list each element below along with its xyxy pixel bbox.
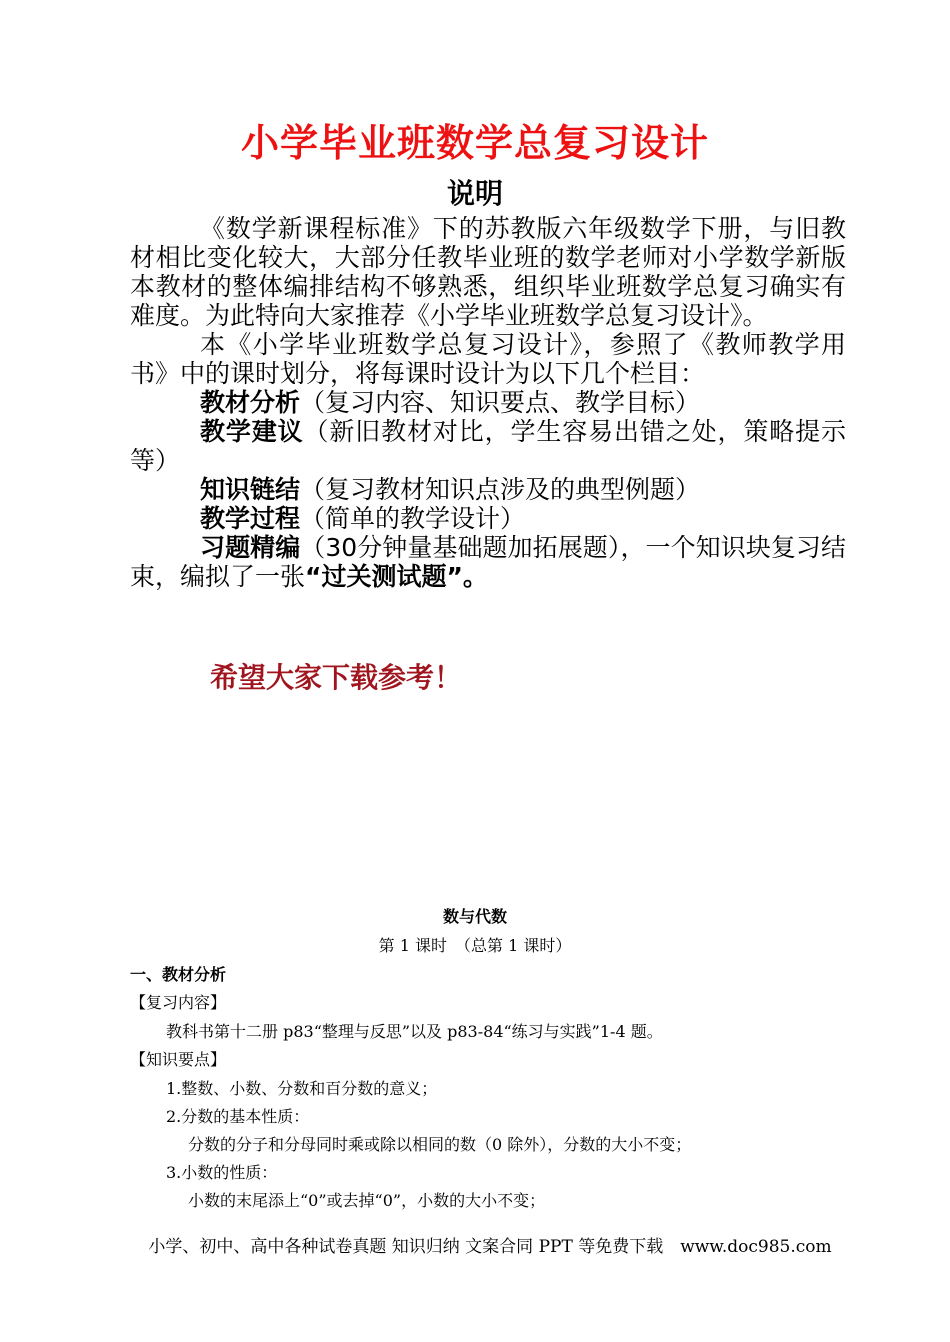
item-teaching-suggestions xyxy=(130,417,846,475)
item-knowledge-links xyxy=(130,475,846,504)
page-title: 小学毕业班数学总复习设计 xyxy=(240,121,709,165)
point-item: 1.整数、小数、分数和百分数的意义； xyxy=(166,1079,438,1098)
lesson-number: 第 1 课时 （总第 1 课时） xyxy=(378,936,572,955)
item-label: 教材分析 xyxy=(200,388,301,417)
page-footer: 小学、初中、高中各种试卷真题 知识归纳 文案合同 PPT 等免费下载 www.doc985.com xyxy=(148,1237,832,1257)
download-hope-text: 希望大家下载参考！ xyxy=(210,661,463,694)
test-label: “过关测试题”。 xyxy=(305,562,488,591)
item-desc: （复习内容、知识要点、教学目标） xyxy=(300,388,701,417)
item-desc: （复习教材知识点涉及的典型例题） xyxy=(300,475,701,504)
point-item: 小数的末尾添上“0”或去掉“0”，小数的大小不变； xyxy=(188,1191,546,1210)
section-title: 数与代数 xyxy=(442,907,507,926)
item-label: 习题精编 xyxy=(200,533,301,562)
item-exercises xyxy=(130,533,846,591)
page-subtitle: 说明 xyxy=(446,177,503,210)
item-textbook-analysis xyxy=(130,388,846,417)
item-desc: （新旧教材对比，学生容易出错之处，策略提示等） xyxy=(130,417,846,475)
point-item: 3.小数的性质： xyxy=(166,1163,278,1182)
intro-paragraph-2: 本《小学毕业班数学总复习设计》，参照了《教师教学用书》中的课时划分，将每课时设计为以下几个栏目： xyxy=(130,330,846,388)
item-label: 教学过程 xyxy=(200,504,301,533)
intro-paragraph-1: 《数学新课程标准》下的苏教版六年级数学下册，与旧教材相比变化较大，大部分任教毕业班的数学老师对小学数学新版本教材的整体编排结构不够熟悉，组织毕业班数学总复习确实有难度。为此特向大家推荐《小学毕业班数学总复习设计》。 xyxy=(130,214,846,330)
item-label: 知识链结 xyxy=(200,475,301,504)
content-label: 【复习内容】 xyxy=(130,993,227,1012)
point-item: 2.分数的基本性质： xyxy=(166,1107,310,1126)
point-item: 分数的分子和分母同时乘或除以相同的数（0 除外），分数的大小不变； xyxy=(188,1135,692,1154)
item-label: 教学建议 xyxy=(200,417,304,446)
item-teaching-process xyxy=(130,504,846,533)
points-label: 【知识要点】 xyxy=(130,1050,227,1069)
content-text: 教科书第十二册 p83“整理与反思”以及 p83-84“练习与实践”1-4 题。 xyxy=(166,1022,663,1041)
item-desc: （简单的教学设计） xyxy=(300,504,526,533)
item-desc: （30分钟量基础题加拓展题），一个知识块复习结束，编拟了一张 xyxy=(130,533,846,591)
intro-section xyxy=(130,214,846,591)
part-heading: 一、教材分析 xyxy=(130,965,227,984)
